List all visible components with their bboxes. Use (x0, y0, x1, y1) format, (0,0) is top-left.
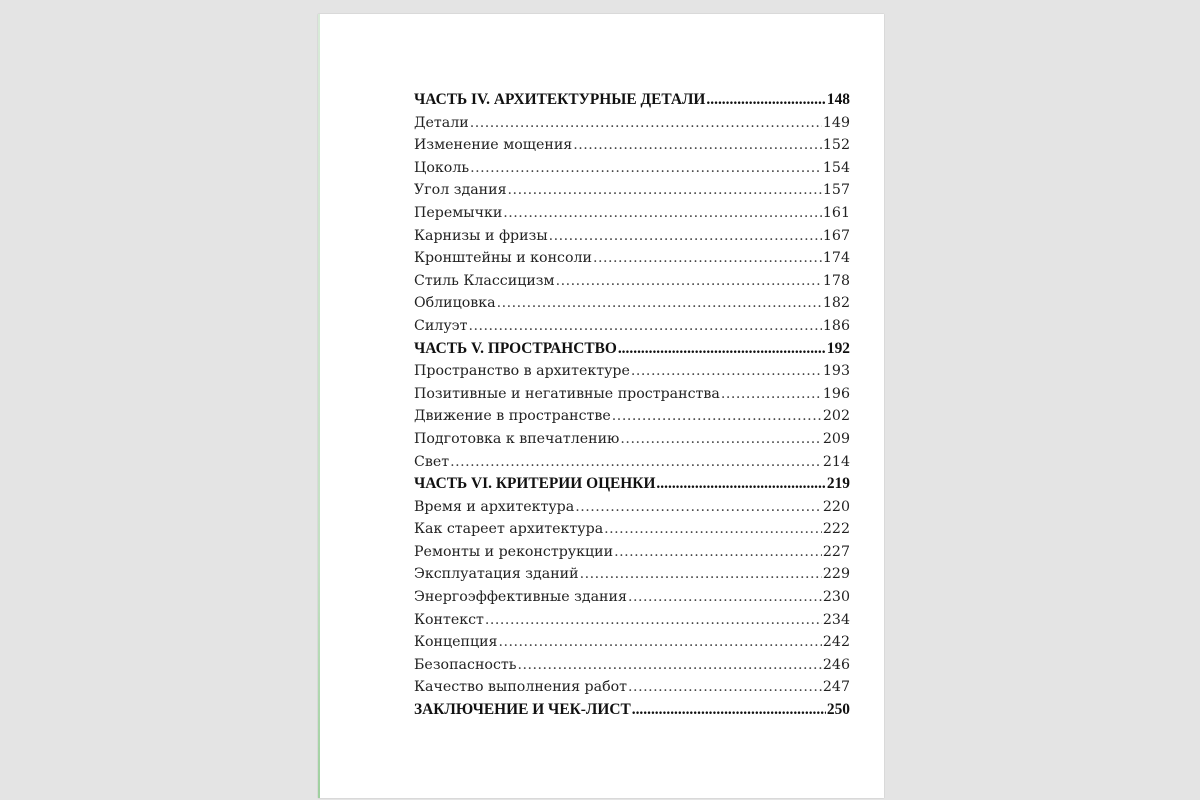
toc-entry-title: ЧАСТЬ VI. КРИТЕРИИ ОЦЕНКИ (414, 475, 656, 493)
toc-leader-dots (614, 541, 822, 564)
toc-entry-title: Стиль Классицизм (414, 272, 555, 289)
toc-leader-dots (549, 225, 822, 248)
toc-entry (414, 563, 850, 586)
toc-leader-dots (721, 383, 822, 406)
toc-entry (414, 179, 850, 202)
toc-entry-page-number: 209 (822, 430, 850, 447)
toc-entry-page-number: 167 (822, 227, 850, 244)
toc-entry-page-number: 202 (822, 408, 850, 425)
toc-entry-page-number: 186 (822, 317, 850, 334)
toc-leader-dots (497, 292, 822, 315)
toc-entry-title: Свет (414, 453, 450, 470)
toc-entry-page-number: 242 (822, 634, 850, 651)
toc-entry-page-number: 230 (822, 589, 850, 606)
toc-leader-dots (468, 315, 821, 338)
toc-entry-page-number: 161 (822, 204, 850, 221)
toc-leader-dots (498, 631, 821, 654)
toc-entry-page-number: 227 (822, 543, 850, 560)
toc-part-heading (414, 338, 850, 361)
toc-entry (414, 112, 850, 135)
toc-part-heading (414, 89, 850, 112)
toc-entry-title: Контекст (414, 611, 484, 628)
toc-leader-dots (612, 405, 822, 428)
toc-leader-dots (470, 157, 822, 180)
toc-entry-title: Угол здания (414, 182, 507, 199)
toc-entry-title: Подготовка к впечатлению (414, 430, 620, 447)
toc-leader-dots (573, 134, 822, 157)
toc-entry-page-number: 192 (826, 339, 850, 357)
toc-entry-page-number: 149 (822, 114, 850, 131)
toc-entry-page-number: 182 (822, 295, 850, 312)
toc-leader-dots (656, 473, 825, 496)
toc-entry (414, 383, 850, 406)
toc-entry (414, 247, 850, 270)
toc-entry-title: Изменение мощения (414, 137, 573, 154)
toc-entry-page-number: 247 (822, 679, 850, 696)
toc-entry (414, 451, 850, 474)
toc-entry-title: Концепция (414, 634, 498, 651)
toc-leader-dots (706, 89, 826, 112)
toc-entry-page-number: 250 (826, 701, 850, 719)
toc-entry-title: Детали (414, 114, 469, 131)
toc-leader-dots (508, 179, 822, 202)
toc-entry (414, 225, 850, 248)
toc-entry-title: ЧАСТЬ V. ПРОСТРАНСТВО (414, 339, 617, 357)
toc-leader-dots (580, 563, 822, 586)
toc-entry-page-number: 234 (822, 611, 850, 628)
toc-entry-page-number: 222 (822, 521, 850, 538)
toc-entry-page-number: 219 (826, 475, 850, 493)
toc-entry-title: Пространство в архитектуре (414, 363, 630, 380)
toc-entry (414, 157, 850, 180)
toc-part-heading (414, 473, 850, 496)
toc-entry-page-number: 196 (822, 385, 850, 402)
toc-entry (414, 405, 850, 428)
toc-entry-page-number: 246 (822, 656, 850, 673)
toc-entry (414, 676, 850, 699)
toc-leader-dots (556, 270, 822, 293)
toc-leader-dots (604, 518, 822, 541)
toc-entry-page-number: 229 (822, 566, 850, 583)
toc-leader-dots (450, 451, 822, 474)
toc-leader-dots (485, 609, 822, 632)
toc-leader-dots (628, 586, 822, 609)
toc-leader-dots (631, 360, 822, 383)
toc-leader-dots (628, 676, 822, 699)
toc-leader-dots (632, 699, 826, 722)
toc-entry-page-number: 178 (822, 272, 850, 289)
toc-entry-title: Энергоэффективные здания (414, 589, 627, 606)
toc-entry (414, 428, 850, 451)
toc-entry-title: Качество выполнения работ (414, 679, 628, 696)
toc-entry (414, 202, 850, 225)
toc-entry-title: Облицовка (414, 295, 496, 312)
toc-leader-dots (470, 112, 822, 135)
toc-entry (414, 654, 850, 677)
toc-entry-title: Силуэт (414, 317, 468, 334)
toc-entry (414, 315, 850, 338)
toc-entry-title: Эксплуатация зданий (414, 566, 579, 583)
toc-entry-title: Перемычки (414, 204, 503, 221)
toc-entry-title: Цоколь (414, 159, 470, 176)
toc-entry (414, 270, 850, 293)
toc-leader-dots (575, 496, 822, 519)
page-edge (318, 14, 320, 798)
toc-leader-dots (593, 247, 822, 270)
toc-entry-title: Как стареет архитектура (414, 521, 604, 538)
toc-entry-page-number: 152 (822, 137, 850, 154)
toc-entry-title: Безопасность (414, 656, 517, 673)
toc-leader-dots (517, 654, 821, 677)
toc-entry-page-number: 214 (822, 453, 850, 470)
toc-leader-dots (503, 202, 822, 225)
toc-entry (414, 292, 850, 315)
toc-entry-page-number: 193 (822, 363, 850, 380)
toc-entry (414, 586, 850, 609)
toc-entry-title: Движение в пространстве (414, 408, 611, 425)
toc-entry-title: Кронштейны и консоли (414, 250, 592, 267)
toc-entry (414, 631, 850, 654)
toc-part-heading (414, 699, 850, 722)
table-of-contents (414, 89, 850, 722)
toc-entry-page-number: 154 (822, 159, 850, 176)
toc-leader-dots (618, 338, 826, 361)
toc-entry-title: ЗАКЛЮЧЕНИЕ И ЧЕК-ЛИСТ (414, 701, 631, 719)
toc-entry-page-number: 148 (826, 91, 850, 108)
toc-entry (414, 609, 850, 632)
toc-entry (414, 541, 850, 564)
toc-entry-title: Позитивные и негативные пространства (414, 385, 720, 402)
toc-leader-dots (620, 428, 821, 451)
toc-entry-page-number: 174 (822, 250, 850, 267)
toc-entry-title: ЧАСТЬ IV. АРХИТЕКТУРНЫЕ ДЕТАЛИ (414, 91, 706, 108)
toc-entry-title: Время и архитектура (414, 498, 575, 515)
toc-entry (414, 496, 850, 519)
toc-entry-title: Ремонты и реконструкции (414, 543, 614, 560)
toc-entry (414, 134, 850, 157)
toc-entry-title: Карнизы и фризы (414, 227, 548, 244)
toc-entry (414, 360, 850, 383)
toc-entry-page-number: 157 (822, 182, 850, 199)
toc-entry (414, 518, 850, 541)
toc-entry-page-number: 220 (822, 498, 850, 515)
